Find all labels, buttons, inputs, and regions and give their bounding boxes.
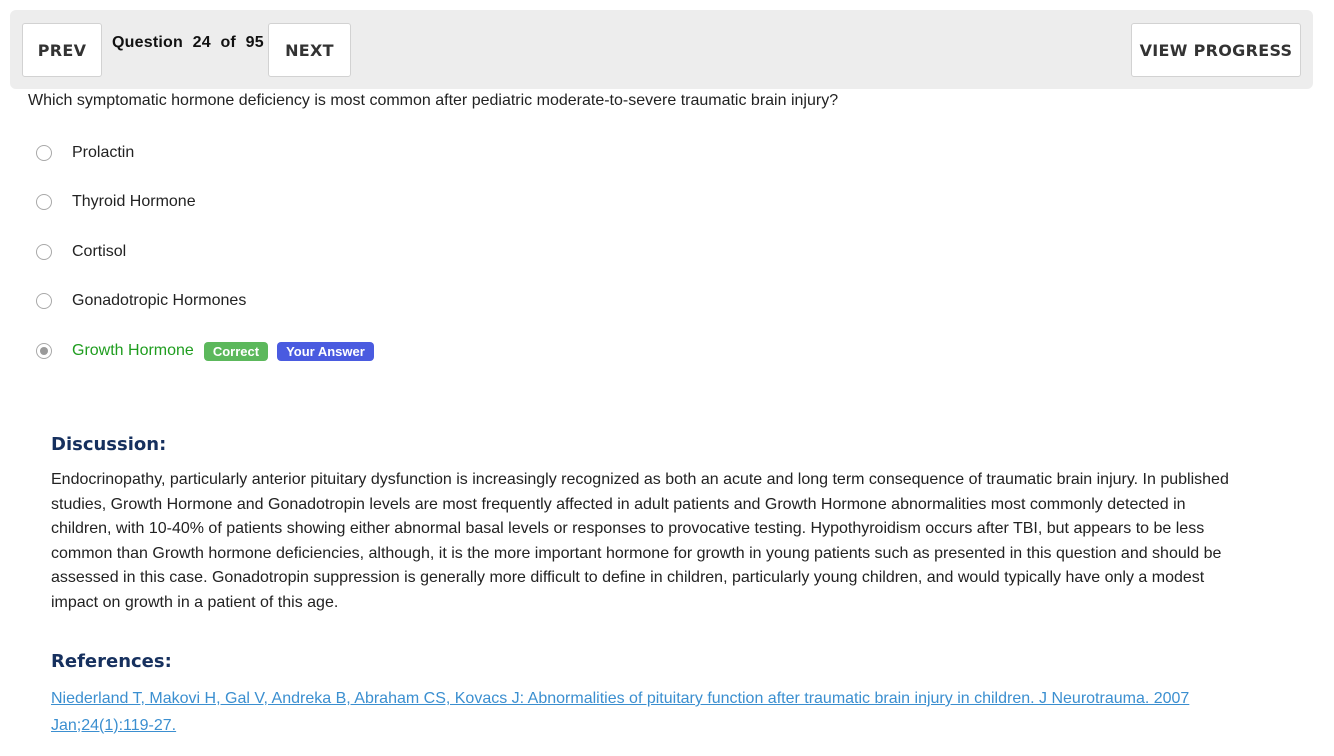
answer-option-prolactin[interactable] [36, 141, 134, 165]
references-heading: References: [51, 651, 172, 672]
question-text: Which symptomatic hormone deficiency is most common after pediatric moderate-to-severe traumatic brain injury? [28, 92, 839, 109]
your-answer-badge: Your Answer [277, 342, 374, 361]
next-button[interactable]: NEXT [268, 23, 351, 77]
discussion-text: Endocrinopathy, particularly anterior pituitary dysfunction is increasingly recognized as both an acute and long term consequence of traumatic brain injury. In published studies, Growth Hormone and Gonadotropin levels are most frequently affected in adult patients and Growth Hormone abnormalities most commonly detected in children, with 10-40% of patients showing either abnormal basal levels or responses to provocative testing. Hypothyroidism occurs after TBI, but appears to be less common than Growth hormone deficiencies, although, it is the more important hormone for growth in young patients such as presented in this question and should be assessed in this case. Gonadotropin suppression is generally more difficult to define in children, particularly young children, and would typically have only a modest impact on growth in a patient of this age. [51, 471, 1229, 611]
question-word: Question [112, 34, 183, 51]
question-navigation-bar [10, 10, 1313, 89]
view-progress-button[interactable]: VIEW PROGRESS [1131, 23, 1301, 77]
question-counter [112, 34, 269, 52]
current-question-number: 24 [192, 34, 211, 51]
prev-button[interactable]: PREV [22, 23, 102, 77]
answer-option-label: Growth Hormone [72, 342, 194, 359]
radio-button[interactable] [36, 145, 52, 161]
answer-option-label: Thyroid Hormone [72, 193, 196, 210]
answer-option-growth-hormone[interactable] [36, 339, 374, 363]
reference-link[interactable]: Niederland T, Makovi H, Gal V, Andreka B, Abraham CS, Kovacs J: Abnormalities of pituitary function after traumatic brain injury in children. J Neurotrauma. 2007 Jan;24(1):119-27. [51, 690, 1190, 734]
answer-option-label: Prolactin [72, 144, 135, 161]
answer-option-label: Gonadotropic Hormones [72, 292, 247, 309]
answer-option-label: Cortisol [72, 243, 127, 260]
answer-option-gonadotropic-hormones[interactable] [36, 289, 246, 313]
radio-button[interactable] [36, 194, 52, 210]
discussion-heading: Discussion: [51, 434, 167, 455]
answer-option-thyroid-hormone[interactable] [36, 190, 196, 214]
total-questions: 95 [245, 34, 264, 51]
radio-button[interactable] [36, 293, 52, 309]
answer-option-cortisol[interactable] [36, 240, 126, 264]
radio-button-selected[interactable] [36, 343, 52, 359]
correct-badge: Correct [204, 342, 268, 361]
radio-button[interactable] [36, 244, 52, 260]
of-word: of [220, 34, 236, 51]
